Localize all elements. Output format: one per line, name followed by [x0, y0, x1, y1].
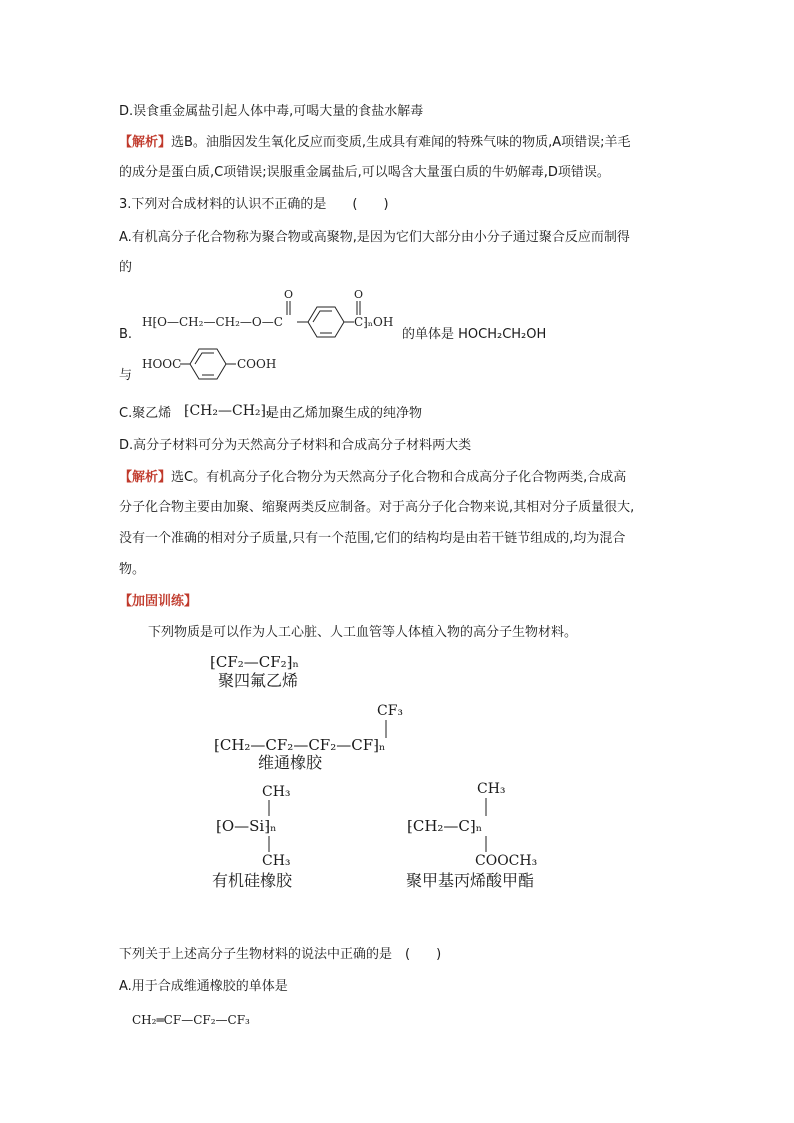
terephthalic-acid-structure — [140, 340, 290, 386]
q3-analysis-line-4: 物。 — [119, 562, 146, 577]
analysis-tag: 【解析】 — [119, 470, 172, 485]
silicone-formula: ⁅O—Si⁆ₙ — [216, 817, 277, 835]
viton-caption: 维通橡胶 — [258, 753, 323, 772]
pmma-ch3: CH₃ — [477, 781, 506, 797]
pmma-bond-top — [483, 798, 489, 818]
q2-analysis-line-2: 的成分是蛋白质,C项错误;误服重金属盐后,可以喝含大量蛋白质的牛奶解毒,D项错误。 — [119, 165, 610, 180]
q3-option-d: D.高分子材料可分为天然高分子材料和合成高分子材料两大类 — [119, 438, 472, 453]
viton-cf3: CF₃ — [377, 703, 404, 719]
q3-option-c-suffix: 是由乙烯加聚生成的纯净物 — [266, 406, 423, 421]
silicone-ch3-bottom: CH₃ — [262, 853, 291, 869]
q3-option-b-and: 与 — [119, 368, 133, 383]
q3-stem: 3.下列对合成材料的认识不正确的是 ( ) — [119, 197, 389, 212]
viton-formula: ⁅CH₂—CF₂—CF₂—CF⁆ₙ — [214, 736, 386, 754]
pet-structure — [140, 286, 402, 342]
polyethylene-formula: ⁅CH₂—CH₂⁆ₙ — [184, 403, 273, 419]
q2-analysis-line-1 — [119, 134, 630, 152]
q3-option-b-prefix: B. — [119, 327, 133, 342]
cooh-label: COOH — [237, 357, 277, 371]
pmma-caption: 聚甲基丙烯酸甲酯 — [406, 871, 535, 890]
analysis-text: 选C。有机高分子化合物分为天然高分子化合物和合成高分子化合物两类,合成高 — [171, 470, 627, 485]
silicone-caption: 有机硅橡胶 — [212, 871, 293, 890]
pet-right-text: C⁆ₙOH — [354, 315, 394, 329]
q3-option-c-prefix: C.聚乙烯 — [119, 406, 172, 421]
silicone-ch3-top: CH₃ — [262, 784, 291, 800]
hooc-label: HOOC — [142, 357, 182, 371]
ptfe-caption: 聚四氟乙烯 — [218, 671, 299, 690]
analysis-text: 选B。油脂因发生氧化反应而变质,生成具有难闻的特殊气味的物质,A项错误;羊毛 — [171, 135, 631, 150]
q3-option-a-line-2: 的 — [119, 260, 133, 275]
q3-analysis-line-3: 没有一个准确的相对分子质量,只有一个范围,它们的结构均是由若干链节组成的,均为混合 — [119, 531, 626, 546]
q3-analysis-line-2: 分子化合物主要由加聚、缩聚两类反应制备。对于高分子化合物来说,其相对分子质量很大, — [119, 500, 635, 515]
silicone-bond-top — [266, 800, 272, 818]
q2-option-d: D.误食重金属盐引起人体中毒,可喝大量的食盐水解毒 — [119, 104, 424, 119]
practice-intro: 下列物质是可以作为人工心脏、人工血管等人体植入物的高分子生物材料。 — [148, 625, 578, 640]
q3-analysis-line-1 — [119, 469, 626, 487]
practice-stem: 下列关于上述高分子生物材料的说法中正确的是 ( ) — [119, 947, 442, 962]
q3-option-a-line-1: A.有机高分子化合物称为聚合物或高聚物,是因为它们大部分由小分子通过聚合反应而制得 — [119, 230, 630, 245]
practice-option-a: A.用于合成维通橡胶的单体是 — [119, 979, 288, 994]
practice-option-a-formula: CH₂═CF—CF₂—CF₃ — [132, 1013, 250, 1027]
pmma-formula: ⁅CH₂—C⁆ₙ — [407, 817, 483, 835]
q3-option-b-suffix: 的单体是 HOCH₂CH₂OH — [402, 327, 547, 342]
pmma-cooch3: COOCH₃ — [475, 853, 538, 869]
ptfe-formula: ⁅CF₂—CF₂⁆ₙ — [210, 653, 299, 671]
analysis-tag: 【解析】 — [119, 135, 172, 150]
oxygen-label: O — [284, 288, 294, 301]
pet-left-text: H⁅O—CH₂—CH₂—O—C — [142, 315, 283, 329]
practice-tag: 【加固训练】 — [119, 594, 198, 609]
oxygen-label: O — [354, 288, 364, 301]
